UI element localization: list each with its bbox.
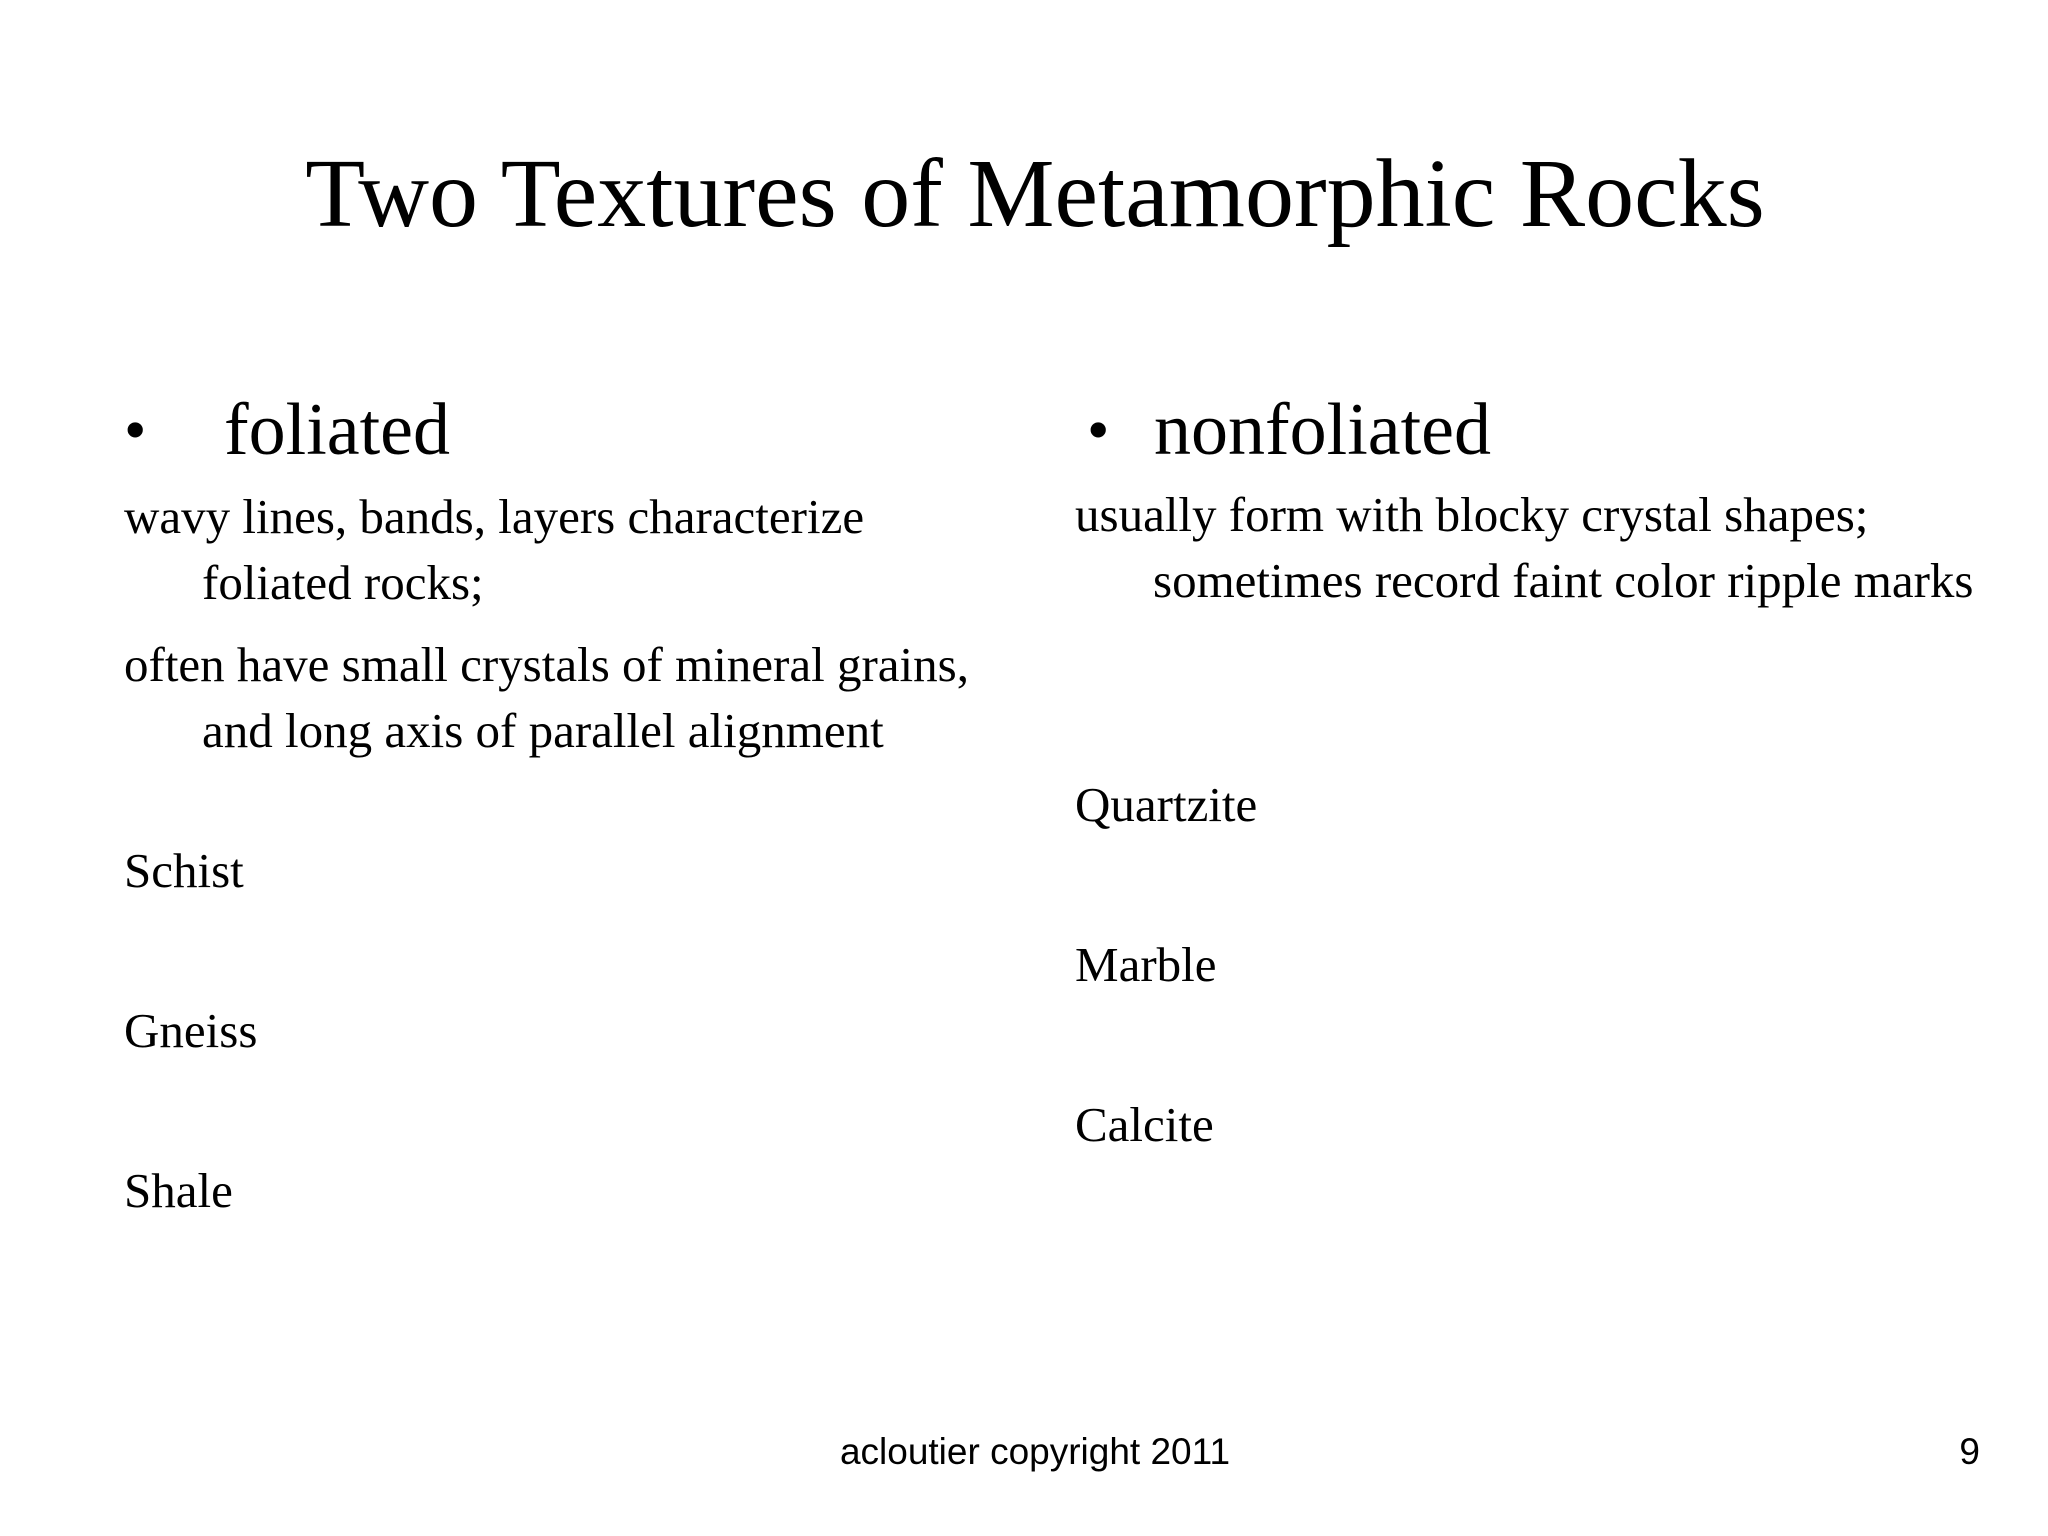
foliated-heading-text: foliated xyxy=(224,389,451,471)
foliated-heading xyxy=(124,380,994,480)
foliated-description-2: often have small crystals of mineral grains, and long axis of parallel alignment xyxy=(124,637,969,758)
foliated-column xyxy=(124,380,994,764)
nonfoliated-column xyxy=(1075,380,1975,614)
bullet-icon: • xyxy=(124,394,147,465)
slide-title: Two Textures of Metamorphic Rocks xyxy=(305,140,1765,248)
nonfoliated-description: usually form with blocky crystal shapes; sometimes record faint color ripple marks xyxy=(1075,487,1974,608)
foliated-description-1: wavy lines, bands, layers characterize foliated rocks; xyxy=(124,489,865,610)
rock-name-quartzite: Quartzite xyxy=(1075,777,1258,832)
footer-copyright: acloutier copyright 2011 xyxy=(839,1431,1231,1472)
nonfoliated-heading xyxy=(1075,380,1975,480)
rock-name-gneiss: Gneiss xyxy=(124,1003,258,1058)
nonfoliated-heading-text: nonfoliated xyxy=(1154,389,1492,471)
rock-name-schist: Schist xyxy=(124,843,244,898)
rock-name-calcite: Calcite xyxy=(1075,1097,1214,1152)
rock-name-shale: Shale xyxy=(124,1163,233,1218)
page-number: 9 xyxy=(1959,1431,1980,1472)
rock-name-marble: Marble xyxy=(1075,937,1217,992)
bullet-icon: • xyxy=(1087,394,1110,465)
